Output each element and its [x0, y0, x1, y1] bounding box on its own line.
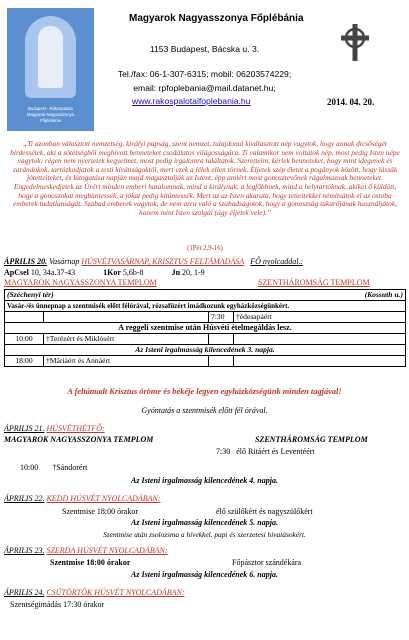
logo-text-1: Budapest - Rákospalota — [28, 106, 73, 111]
apr23-heading: ÁPRILIS 23. SZERDA HÚSVÉT NYOLCADÁBAN: — [4, 546, 168, 555]
r3-time: 18:00 — [5, 356, 44, 367]
table-row — [5, 312, 406, 323]
apr24-adoration: Szentségimádás 17:30 órakor — [10, 600, 105, 609]
address: 1153 Budapest, Bácska u. 3. — [149, 44, 260, 54]
r1-text: †édesapáért — [234, 312, 406, 323]
food-blessing: A reggeli szentmise után Húsvéti ételmegáldás lesz. — [5, 323, 406, 334]
apr22-mass: Szentmise 18:00 órakor — [62, 507, 138, 516]
table-row — [5, 356, 406, 367]
email: email: rpfoplebania@mail.datanet.hu; — [133, 83, 276, 93]
website-link[interactable]: www.rakospalotaifoplebania.hu — [132, 96, 251, 106]
apr21-church-left: MAGYAROK NAGYASSZONYA TEMPLOM — [4, 435, 154, 444]
apr22-intent: élő szülőkért és nagyszülőkért — [216, 507, 313, 516]
apr20-readings: ApCsel 10, 34a.37-43 1Kor 5,6b-8 Jn 20, 1-9 — [4, 268, 205, 277]
r3-text: †Máriáért és Annáért — [44, 356, 209, 367]
table-row — [5, 345, 406, 356]
table-row — [5, 334, 406, 345]
vigil-note: Vasár-/és ünnepnap a szentmisék előtt félórával, rózsafüzért imádkozunk egyházközségünkért. — [5, 301, 406, 312]
logo-text-2: Magyarok Nagyasszonya — [26, 112, 74, 117]
r2-text: †Terézért és Miklósért — [44, 334, 209, 345]
apr21-heading: ÁPRILIS 21. HÚSVÉTHÉTFŐ: — [4, 424, 105, 433]
apr23-intent: Főpásztor szándékára — [232, 558, 302, 567]
apr20-heading: ÁPRILIS 20. Vasárnap HÚSVÉTVASÁRNAP, KRISZTUS FELTÁMADÁSA FŐ nyolcaddal.: — [4, 257, 304, 266]
bulletin-date: 2014. 04. 20. — [327, 97, 375, 107]
church-right-sub: (Kossuth u.) — [209, 290, 406, 301]
apr23-novena: Az Isteni irgalmasság kilencedének 6. napja. — [131, 570, 278, 579]
logo-text-3: Főplébánia — [40, 118, 61, 123]
table-row — [5, 323, 406, 334]
apr21-r2: 10:00 †Sándorért — [20, 463, 88, 472]
phone: Tel./fax: 06-1-307-6315; mobil: 06203574229; — [117, 69, 292, 79]
apr24-heading: ÁPRILIS 24. CSÜTÖRTÖK HÚSVÉT NYOLCADÁBAN: — [4, 588, 185, 597]
celtic-cross-icon — [335, 22, 375, 62]
apr20-schedule-table — [4, 289, 406, 367]
easter-greeting: A feltámadt Krisztus öröme és békéje legyen egyházközségünk minden tagjával! — [67, 387, 342, 396]
r1-time: 7:30 — [209, 312, 234, 323]
apr21-church-right: SZENTHÁROMSÁG TEMPLOM — [255, 435, 368, 444]
table-row — [5, 301, 406, 312]
scripture-quote: „Ti azonban választott nemzetség, királyi papság, szent nemzet, tulajdonul kiválasztott nép vagytok, hogy annak dicsőségét hirdessétek, aki a sötétségből meghívott benneteket csodálatos világosságára. Ti valamikor nem voltatok nép, most pedig Isten népe vagytok; régen nem nyertetek kegyelmet, most pedig irgalomra találtatok. Szeretteim, kérlek benneteket, hogy mint idegenek és zarándokok, tartózkodjatok a testi kívánságoktól, mert ezek a lélek ellen törnek. Éljetek szép életet a pogányok között, hogy lássák jótetteiteket, és látogatása napján majd magasztalják az Istent, épp amiért most gonosztevőnek rágalmaznak benneteket. Engedelmeskedjetek az Úrért minden emberi hatalomnak, mind a királynak, a legfőbbnek, mind a helytartóknak, akiket ő küldött, hogy a gonoszokat megbüntessék, a jókat pedig kitüntessék. Mert az az Isten akarata, hogy tetteitekkel némítsátok el az ostoba emberek tudatlanságát. Szabad emberek vagytok, de nem arra való a szabadságotok, hogy a gonoszság takarójának használjátok, hanem mint Isten szolgái (úgy éljetek vele).” — [10, 139, 400, 217]
apr22-novena: Az Isteni irgalmasság kilencedének 5. napja. — [131, 518, 278, 527]
apr23-mass: Szentmise 18:00 órakor — [50, 558, 131, 567]
apr22-note: Szentmise után zsolozsma a hívekkel. papi és szerzetesi hivatásokért. — [103, 530, 306, 539]
novena-day-3: Az Isteni irgalmasság kilencedének 3. napja. — [5, 345, 406, 356]
church-left-sub: (Széchenyi tér) — [5, 290, 209, 301]
confession-note: Gyóntatás a szentmisék előtt fél órával. — [141, 406, 268, 415]
apr22-heading: ÁPRILIS 22. KEDD HÚSVÉT NYOLCADÁBAN: — [4, 494, 161, 503]
church-left-title: MAGYAROK NAGYASSZONYA TEMPLOM — [4, 278, 157, 287]
parish-name: Magyarok Nagyasszonya Főplébánia — [129, 13, 304, 24]
table-row — [5, 290, 406, 301]
scripture-reference: (1Pét 2,9-16) — [187, 245, 223, 252]
r2-time: 10:00 — [5, 334, 44, 345]
apr21-novena: Az Isteni irgalmasság kilencedének 4. napja. — [131, 476, 278, 485]
church-right-title: SZENTHÁROMSÁG TEMPLOM — [258, 278, 370, 287]
apr21-r1: 7:30 élő Ritáért és Leventéért — [216, 447, 315, 456]
